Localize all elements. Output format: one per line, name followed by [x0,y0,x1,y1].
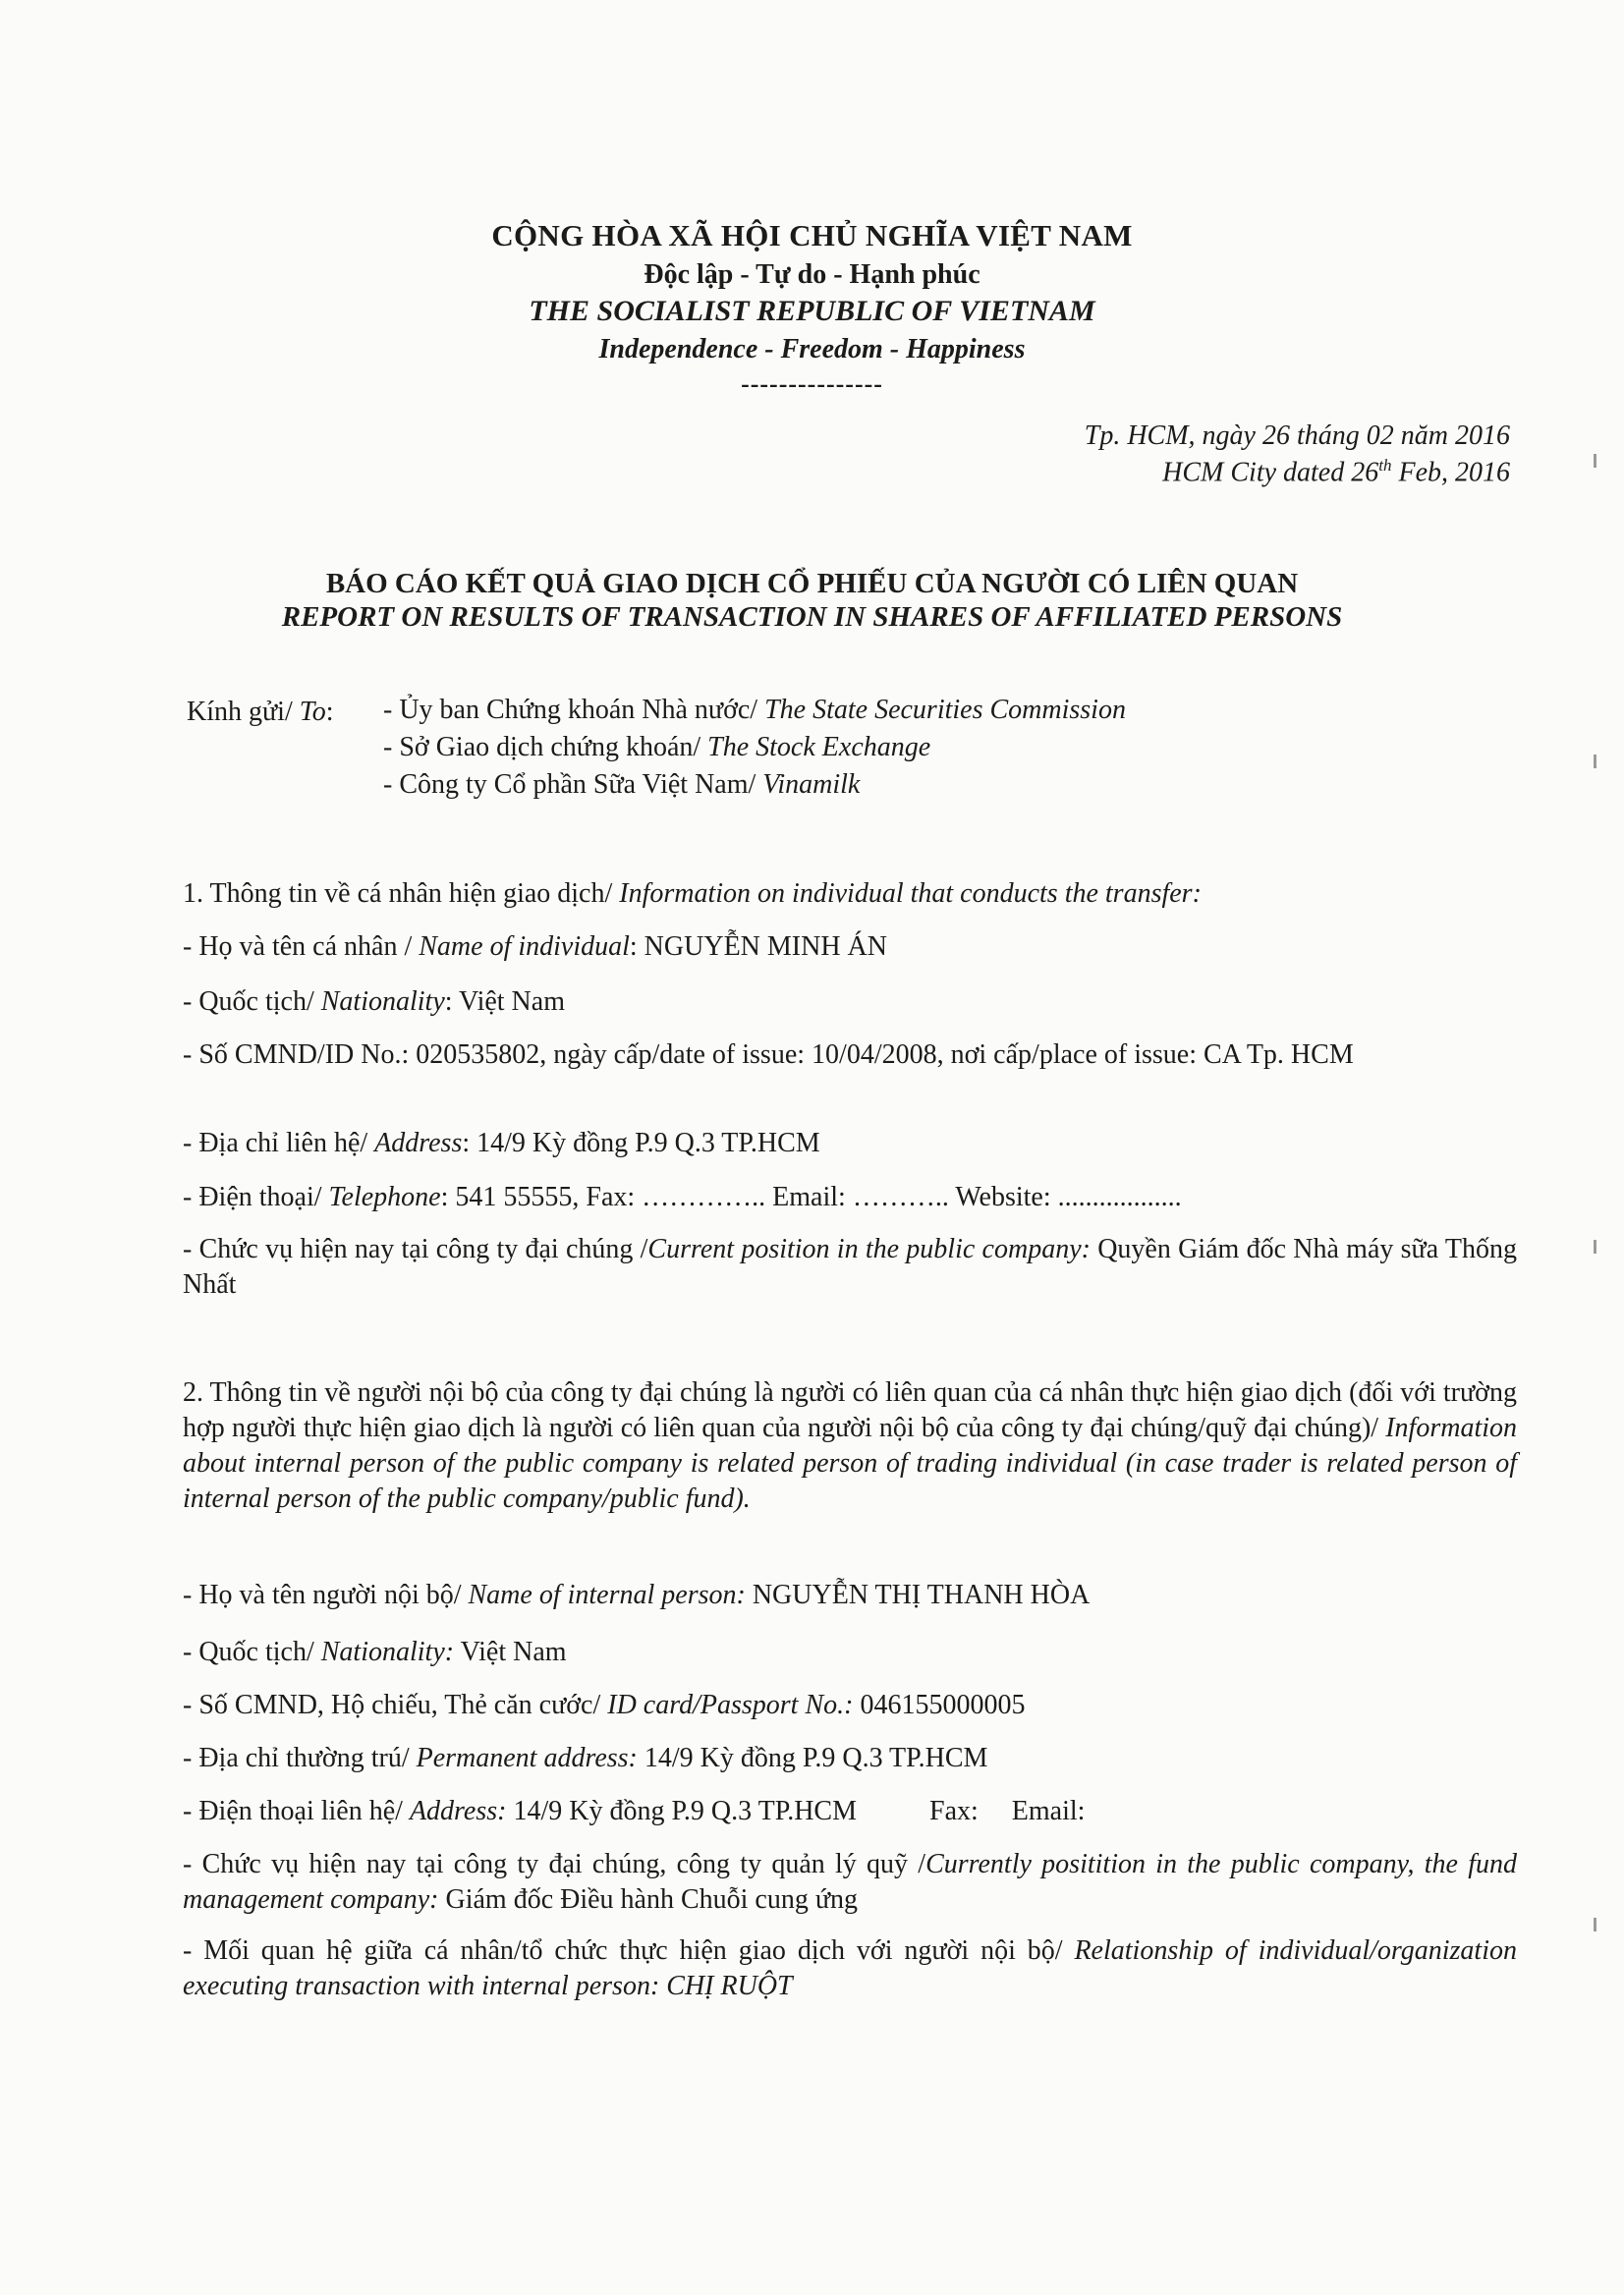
date-en-prefix: HCM City dated 26 [1162,457,1379,488]
edge-mark [1594,755,1596,768]
label-en: Nationality [320,986,445,1017]
recipient-item [383,695,1126,726]
date-en-sup: th [1378,456,1392,475]
label-vn: - Mối quan hệ giữa cá nhân/tổ chức thực hiện giao dịch với người nội bộ/ [183,1935,1075,1966]
internal-name-row [183,1578,1517,1613]
internal-permanent-address-value: 14/9 Kỳ đồng P.9 Q.3 TP.HCM [637,1743,988,1773]
label-vn: - Quốc tịch/ [183,986,321,1017]
relationship-row [183,1933,1517,2004]
section1-heading-en: Information on individual that conducts the transfer: [619,878,1202,909]
label-vn: - Địa chỉ thường trú/ [183,1743,417,1773]
label-vn: - Họ và tên người nội bộ/ [183,1580,469,1610]
section2-heading-vn: 2. Thông tin về người nội bộ của công ty đại chúng là người có liên quan của cá nhân thực hiện giao dịch (đối với trường hợp người thực hiện giao dịch là người có liên quan của người nội bộ của công ty đại chúng/quỹ đại chúng)/ [183,1377,1517,1443]
individual-address-value: : 14/9 Kỳ đồng P.9 Q.3 TP.HCM [462,1128,820,1158]
national-name-vn: CỘNG HÒA XÃ HỘI CHỦ NGHĨA VIỆT NAM [491,218,1133,252]
internal-email: Email: [1011,1796,1086,1826]
individual-address-row [183,1126,1517,1161]
individual-position-value: Quyền Giám đốc Nhà máy sữa Thống Nhất [183,1234,1517,1300]
edge-mark [1594,1240,1596,1254]
label-en: Telephone [328,1182,441,1212]
internal-phone-row [183,1794,1517,1829]
individual-position-row [183,1232,1517,1303]
label-vn: - Quốc tịch/ [183,1637,321,1667]
national-motto-en: Independence - Freedom - Happiness [598,334,1026,364]
label-en: Currently positition in the public company, the fund management company: [183,1849,1517,1915]
bleed-through-text [59,187,66,214]
section1-heading-vn: 1. Thông tin về cá nhân hiện giao dịch/ [183,878,620,909]
label-en: Address: [409,1796,507,1826]
internal-nationality-row [183,1635,1517,1670]
report-title-vn: BÁO CÁO KẾT QUẢ GIAO DỊCH CỔ PHIẾU CỦA NGƯỜI CÓ LIÊN QUAN [325,568,1299,599]
label-vn: - Địa chỉ liên hệ/ [183,1128,375,1158]
header-divider: --------------- [741,369,883,398]
section1-heading [183,876,1517,912]
report-title-en: REPORT ON RESULTS OF TRANSACTION IN SHARES OF AFFILIATED PERSONS [281,601,1343,633]
national-motto-vn: Độc lập - Tự do - Hạnh phúc [644,259,980,290]
section2-heading-en: Information about internal person of the public company is related person of trading individual (in case trader is related person of internal person of the public company/public fund). [183,1413,1517,1514]
date-en [1162,456,1510,488]
internal-id-value: 046155000005 [853,1690,1026,1720]
section2-heading [183,1375,1517,1517]
recipient-en: The State Securities Commission [764,695,1126,725]
recipient-vn: - Công ty Cổ phần Sữa Việt Nam/ [383,769,763,800]
relationship-value: Relationship of individual/organization executing transaction with internal person: CHỊ RUỘT [183,1935,1517,2001]
individual-website: Website: .................. [955,1182,1182,1212]
individual-name-row [183,929,1517,965]
recipients-label [187,697,334,728]
individual-nationality-value: : Việt Nam [444,986,565,1017]
recipients-label-en: To [299,697,326,727]
label-en: Name of individual [419,931,630,962]
internal-fax: Fax: [929,1796,979,1826]
label-en: Current position in the public company: [647,1234,1091,1264]
label-vn: - Điện thoại/ [183,1182,329,1212]
recipient-item [383,732,930,763]
recipient-vn: - Ủy ban Chứng khoán Nhà nước/ [383,695,765,725]
recipients-label-colon: : [325,697,334,727]
internal-name-value: NGUYỄN THỊ THANH HÒA [745,1580,1091,1610]
internal-phone-value: 14/9 Kỳ đồng P.9 Q.3 TP.HCM [506,1796,858,1826]
date-vn: Tp. HCM, ngày 26 tháng 02 năm 2016 [1084,420,1510,451]
national-name-en: THE SOCIALIST REPUBLIC OF VIETNAM [529,295,1095,327]
label-en: ID card/Passport No.: [607,1690,854,1720]
label-vn: - Số CMND, Hộ chiếu, Thẻ căn cước/ [183,1690,608,1720]
internal-nationality-value: Việt Nam [454,1637,567,1667]
recipient-vn: - Sở Giao dịch chứng khoán/ [383,732,708,762]
label-vn: - Điện thoại liên hệ/ [183,1796,410,1826]
individual-email: Email: ……….. [772,1182,956,1212]
label-en: Address [374,1128,463,1158]
individual-phone-row [183,1180,1517,1215]
edge-mark [1594,454,1596,468]
recipient-item [383,769,860,801]
individual-name-value: : NGUYỄN MINH ÁN [629,931,887,962]
label-vn: - Chức vụ hiện nay tại công ty đại chúng / [183,1234,648,1264]
internal-position-value: Giám đốc Điều hành Chuỗi cung ứng [438,1884,859,1915]
individual-phone-value: : 541 55555, Fax: ………….. [440,1182,766,1212]
date-en-suffix: Feb, 2016 [1391,457,1510,488]
internal-id-row [183,1688,1517,1723]
label-vn: - Chức vụ hiện nay tại công ty đại chúng, công ty quản lý quỹ / [183,1849,926,1879]
individual-nationality-row [183,984,1517,1020]
edge-mark [1594,1918,1596,1931]
individual-id-row: - Số CMND/ID No.: 020535802, ngày cấp/date of issue: 10/04/2008, nơi cấp/place of issue: CA Tp. HCM [183,1039,1354,1070]
internal-position-row [183,1847,1517,1918]
internal-permanent-address-row [183,1741,1517,1776]
label-en: Permanent address: [416,1743,638,1773]
label-en: Nationality: [320,1637,455,1667]
label-en: Name of internal person: [468,1580,746,1610]
recipients-label-vn: Kính gửi/ [187,697,300,727]
recipient-en: The Stock Exchange [707,732,931,762]
label-vn: - Họ và tên cá nhân / [183,931,420,962]
recipient-en: Vinamilk [762,769,861,800]
